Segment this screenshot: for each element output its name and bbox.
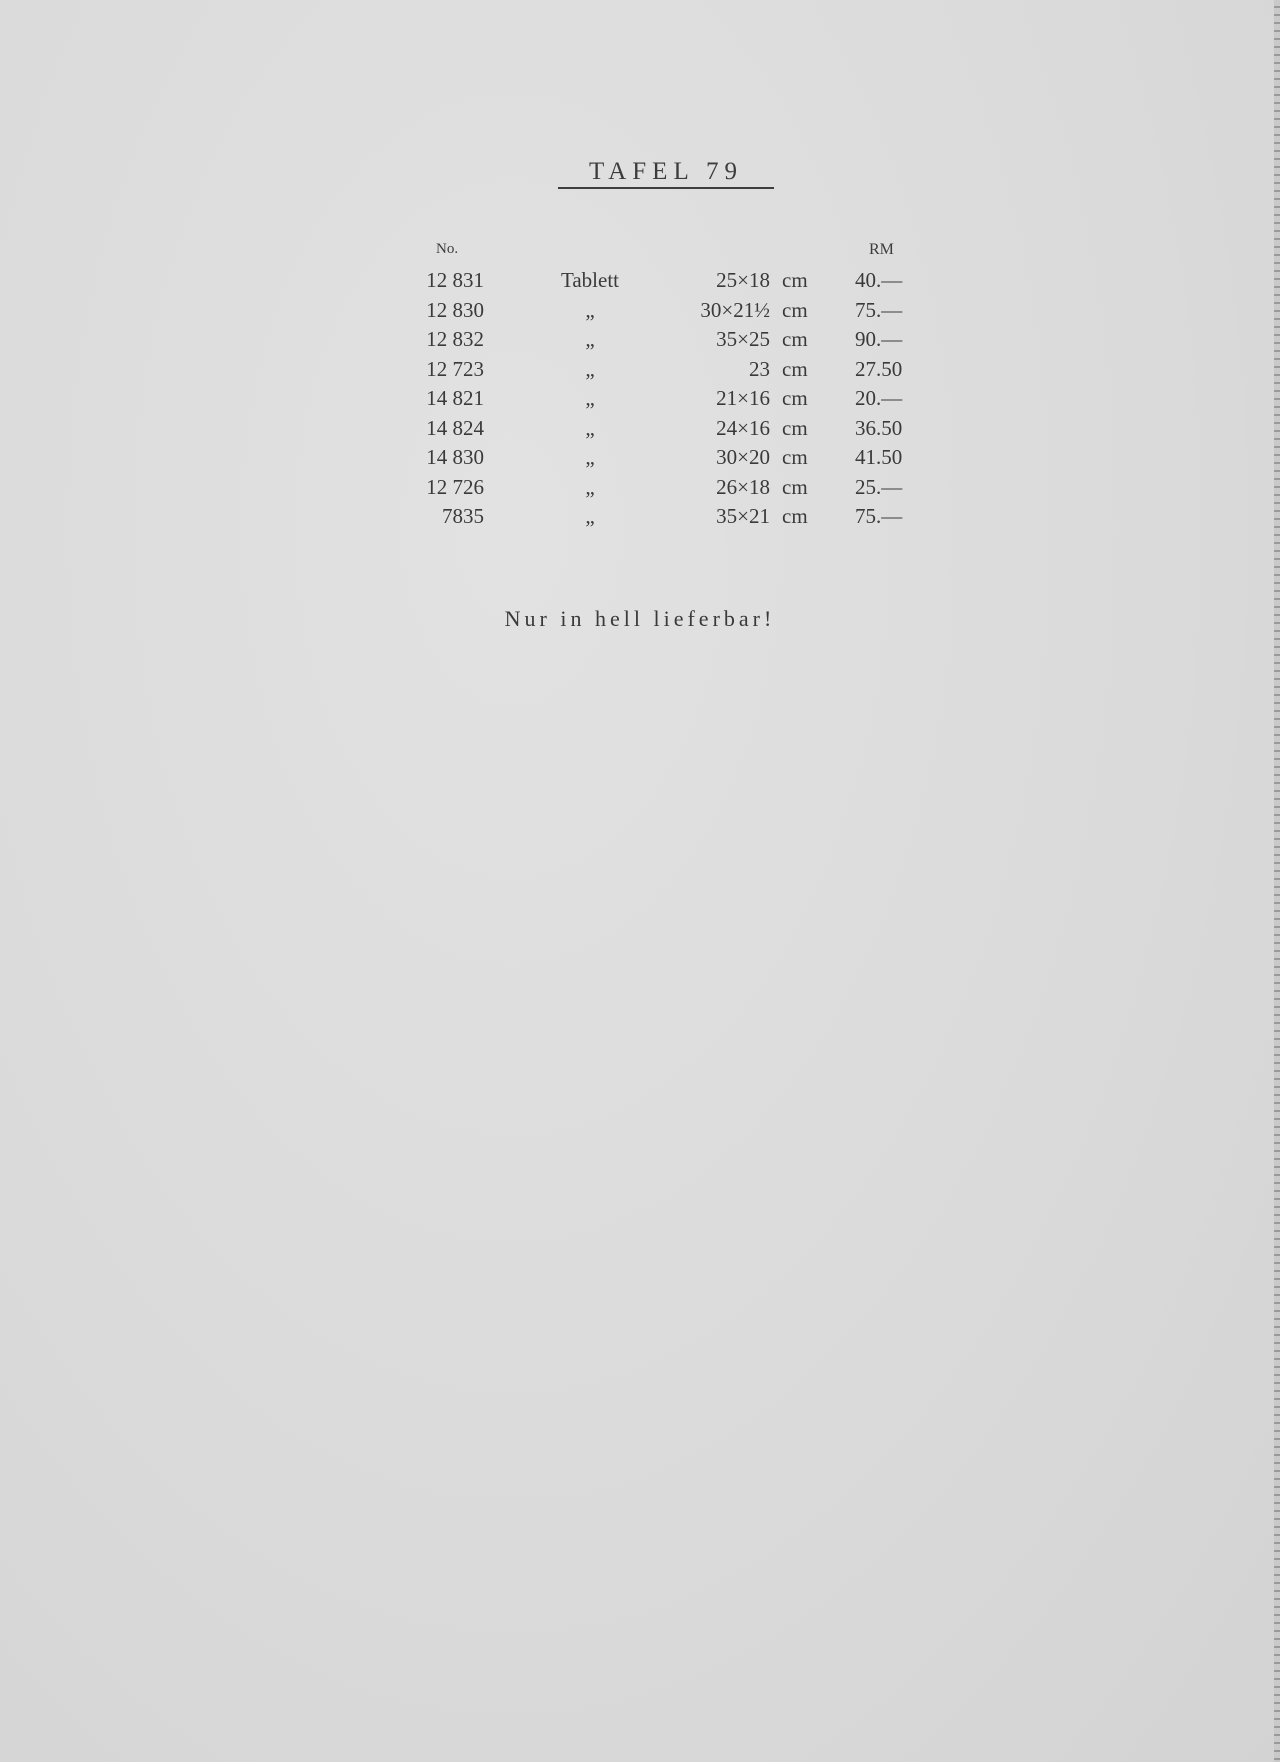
- item-size: 25×18: [716, 268, 770, 292]
- item-description: „: [585, 327, 595, 351]
- column-header-number: No.: [436, 241, 459, 257]
- item-size: 26×18: [716, 474, 770, 499]
- item-description: „: [585, 445, 595, 469]
- item-price: 36.50: [855, 415, 903, 440]
- item-size: 23: [749, 356, 770, 381]
- item-size: 35×25: [716, 327, 770, 351]
- item-number: 14 830: [426, 445, 484, 469]
- list-item: [0, 384, 1280, 414]
- item-number: 14 824: [426, 415, 484, 440]
- list-item: [0, 266, 1280, 296]
- item-price: 75.—: [855, 297, 903, 322]
- item-size: 30×20: [716, 445, 770, 469]
- item-description: „: [585, 356, 595, 381]
- item-unit: cm: [782, 268, 808, 292]
- item-number: 12 831: [426, 268, 484, 292]
- item-price: 40.—: [855, 268, 903, 292]
- item-unit: cm: [782, 445, 808, 469]
- item-number: 12 723: [426, 356, 484, 381]
- item-number: 12 832: [426, 327, 484, 351]
- item-description: „: [585, 386, 595, 410]
- item-unit: cm: [782, 474, 808, 499]
- column-header-price: RM: [869, 241, 894, 258]
- item-description: Tablett: [560, 268, 619, 292]
- item-price: 75.—: [855, 504, 903, 528]
- item-size: 30×21½: [700, 297, 770, 322]
- title-underline: [558, 187, 774, 189]
- list-item: [0, 414, 1280, 444]
- item-price: 41.50: [855, 445, 903, 469]
- item-unit: cm: [782, 297, 808, 322]
- item-number: 12 830: [426, 297, 484, 322]
- item-size: 35×21: [716, 504, 770, 528]
- item-unit: cm: [782, 327, 808, 351]
- item-price: 90.—: [855, 327, 903, 351]
- item-size: 24×16: [716, 415, 770, 440]
- item-price: 27.50: [855, 356, 903, 381]
- item-description: „: [585, 297, 595, 322]
- list-item: [0, 296, 1280, 326]
- page-edge: [1274, 0, 1280, 1762]
- list-item: [0, 502, 1280, 532]
- item-price: 25.—: [855, 474, 903, 499]
- item-unit: cm: [782, 356, 808, 381]
- item-number: 7835: [442, 504, 484, 528]
- item-description: „: [585, 415, 595, 440]
- item-description: „: [585, 474, 595, 499]
- item-number: 12 726: [426, 474, 484, 499]
- list-item: [0, 473, 1280, 503]
- item-description: „: [585, 504, 595, 528]
- item-size: 21×16: [716, 386, 770, 410]
- item-unit: cm: [782, 504, 808, 528]
- availability-note: Nur in hell lieferbar!: [504, 606, 776, 631]
- list-item: [0, 325, 1280, 355]
- item-number: 14 821: [426, 386, 484, 410]
- item-price: 20.—: [855, 386, 903, 410]
- item-unit: cm: [782, 415, 808, 440]
- list-item: [0, 443, 1280, 473]
- price-list: [0, 266, 1280, 532]
- item-unit: cm: [782, 386, 808, 410]
- page-title: TAFEL 79: [588, 158, 744, 185]
- list-item: [0, 355, 1280, 385]
